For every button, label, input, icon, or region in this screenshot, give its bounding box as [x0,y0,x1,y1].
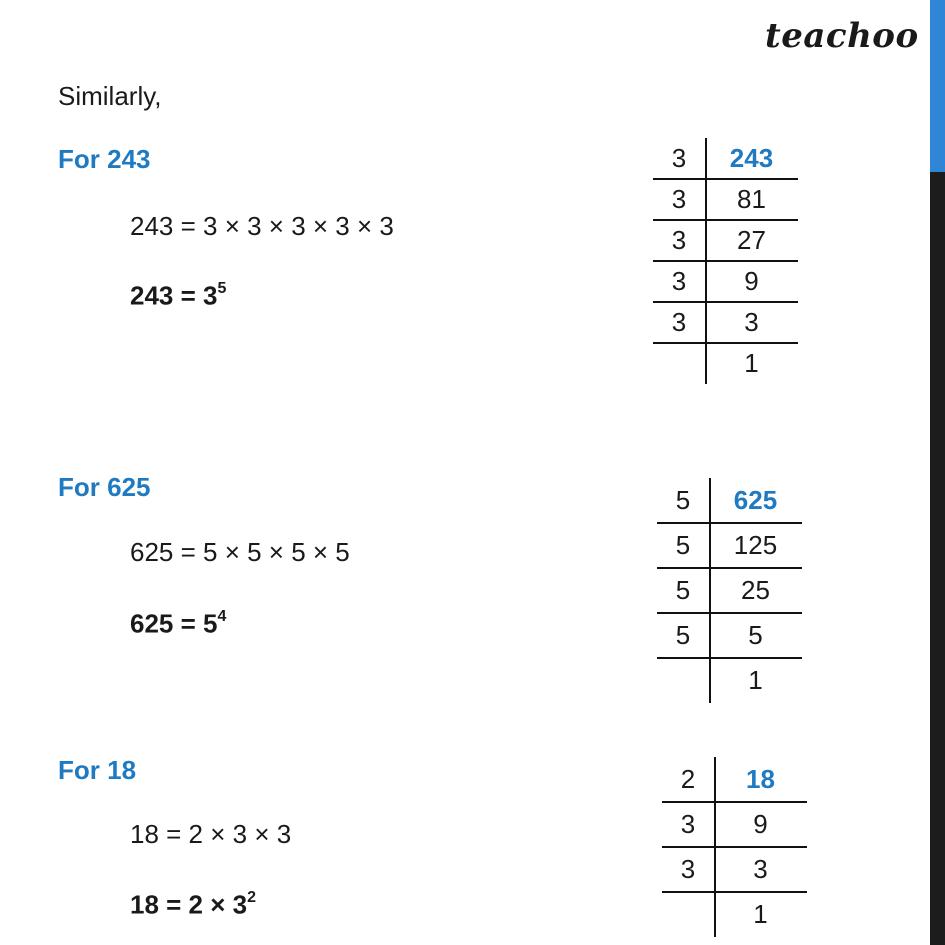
division-table-625 [657,478,802,703]
table-row [653,261,798,302]
divisor-cell: 5 [675,575,691,605]
divisor-cell: 3 [671,184,687,214]
quotient-cell: 27 [737,225,766,255]
teachoo-logo: teachoo [765,16,919,56]
quotient-cell: 18 [746,764,775,794]
table-row [662,892,807,937]
quotient-cell: 243 [729,143,774,173]
quotient-cell: 125 [733,530,778,560]
table-row [653,343,798,384]
division-table-18 [662,757,807,940]
quotient-cell: 81 [737,184,766,214]
table-row [657,613,802,658]
table-row [662,757,807,802]
table-row [653,138,798,179]
quotient-cell: 1 [753,899,768,929]
divisor-cell: 5 [675,530,691,560]
division-table-243 [653,138,798,386]
divisor-cell: 3 [671,225,687,255]
divisor-cell: 3 [680,809,696,839]
table-row [657,658,802,703]
divisor-cell: 2 [680,764,696,794]
quotient-cell: 1 [744,348,759,378]
divisor-cell: 3 [671,143,687,173]
equation-18: 18 = 2 × 3 × 3 [130,819,292,849]
equation-625: 625 = 5 × 5 × 5 × 5 [130,537,350,567]
table-row [653,220,798,261]
quotient-cell: 3 [744,307,759,337]
quotient-cell: 9 [744,266,759,296]
quotient-cell: 1 [748,665,763,695]
divisor-cell: 3 [671,307,687,337]
result-18: $18 = 2 \times 3^2$ [130,889,257,920]
heading-625: For 625 [58,472,151,502]
table-row [653,179,798,220]
result-243: $243 = 3^5$ [130,280,227,311]
quotient-cell: 625 [733,485,778,515]
divisor-cell: 5 [675,485,691,515]
divisor-cell: 3 [671,266,687,296]
quotient-cell: 9 [753,809,768,839]
table-row [662,802,807,847]
table-row [657,568,802,613]
scrollbar-thumb[interactable] [930,0,945,172]
result-625: $625 = 5^4$ [130,608,227,639]
table-row [657,478,802,523]
table-row [657,523,802,568]
divisor-cell: 3 [680,854,696,884]
equation-243: 243 = 3 × 3 × 3 × 3 × 3 [130,211,394,241]
divisor-cell: 5 [675,620,691,650]
heading-243: For 243 [58,144,151,174]
table-row [662,847,807,892]
intro-text: Similarly, [58,81,162,111]
quotient-cell: 5 [748,620,763,650]
heading-18: For 18 [58,755,137,785]
table-row [653,302,798,343]
quotient-cell: 3 [753,854,768,884]
quotient-cell: 25 [741,575,770,605]
